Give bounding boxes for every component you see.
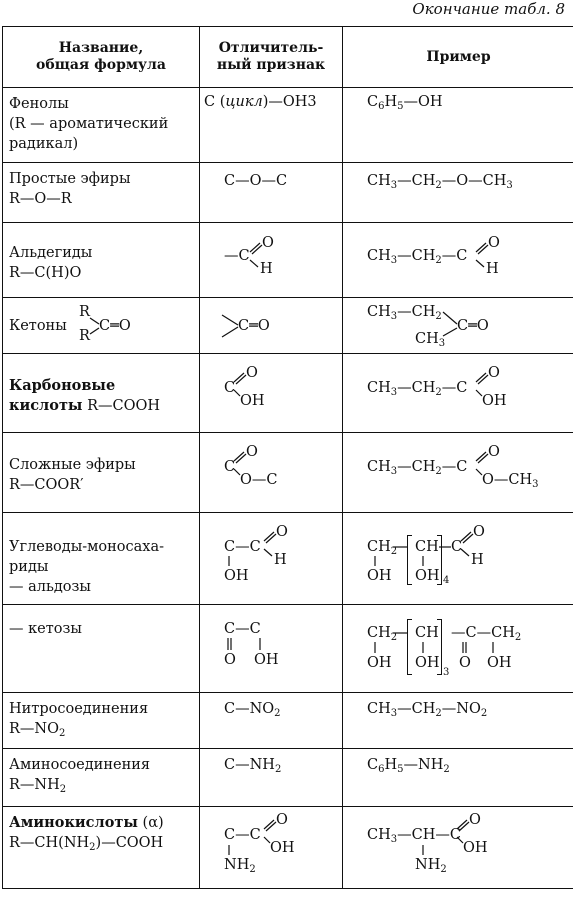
esters-formula: R—COOR′ <box>9 477 84 493</box>
ketoses-name <box>3 605 200 693</box>
amino-title: Аминосоединения <box>9 757 151 773</box>
acids-title2: кислоты R—COOH <box>9 397 161 414</box>
row-aminoacids <box>3 807 573 889</box>
aminoacids-formula: $R—CH(NH_2)—COOH$ <box>9 835 164 853</box>
aldehydes-example: $CH_3—CH_2—C$ O H <box>343 223 573 298</box>
ketones-sign: C═O <box>200 298 343 354</box>
ketoses-sign: C—C O OH <box>200 605 343 693</box>
nitro-formula: $R—NO_2$ <box>9 721 66 739</box>
row-aldehydes <box>3 223 573 298</box>
row-ethers <box>3 163 573 223</box>
header-sign: Отличитель- ный признак <box>200 27 343 88</box>
ethers-title: Простые эфиры <box>9 171 131 187</box>
row-ketones <box>3 298 573 354</box>
amino-example: $C_6H_5—NH_2$ <box>343 749 573 807</box>
row-acids <box>3 354 573 433</box>
ethers-example: $CH_3—CH_2—O—CH_3$ <box>343 163 573 223</box>
row-aldoses <box>3 513 573 605</box>
phenols-example: $C_6H_5—OH$ <box>343 88 573 163</box>
phenols-desc2: радикал) <box>9 136 79 152</box>
aldehydes-title: Альдегиды <box>9 245 93 261</box>
phenols-sign: C (цикл)—OH3 <box>200 88 343 163</box>
row-ketoses <box>3 605 573 693</box>
nitro-example: $CH_3—CH_2—NO_2$ <box>343 693 573 749</box>
amino-sign: $C—NH_2$ <box>200 749 343 807</box>
phenols-name <box>3 88 200 163</box>
ethers-sign-text: C—O—C <box>224 173 288 189</box>
acids-name <box>3 354 200 433</box>
phenols-desc: (R — ароматический <box>9 116 169 132</box>
row-phenols <box>3 88 573 163</box>
table-caption: Окончание табл. 8 <box>412 0 565 18</box>
esters-example: $CH_3—CH_2—C$ O $O—CH_3$ <box>343 433 573 513</box>
header-row <box>3 27 573 88</box>
nitro-sign: $C—NO_2$ <box>200 693 343 749</box>
esters-name <box>3 433 200 513</box>
esters-sign: C O O—C <box>200 433 343 513</box>
phenols-title: Фенолы <box>9 96 69 112</box>
aminoacids-sign: C—C O OH $NH_2$ <box>200 807 343 889</box>
acids-title: Карбоновые <box>9 377 116 394</box>
row-esters <box>3 433 573 513</box>
header-example: Пример <box>343 27 573 88</box>
ketoses-example: $CH_2$ CH $—C—CH_2$ 3 OH OH O OH <box>343 605 573 693</box>
aminoacids-title: Аминокислоты (α) <box>9 814 164 831</box>
nitro-name <box>3 693 200 749</box>
functional-groups-table <box>2 26 573 889</box>
ketones-name: Кетоны R R C═O <box>3 298 200 354</box>
amino-name <box>3 749 200 807</box>
aldoses-example: $CH_2$ CH C 4 O H OH OH <box>343 513 573 605</box>
amino-formula: $R—NH_2$ <box>9 777 67 795</box>
esters-title: Сложные эфиры <box>9 457 136 473</box>
aldehydes-name <box>3 223 200 298</box>
header-name: Название, общая формула <box>3 27 200 88</box>
aminoacids-example: $CH_3—CH—C$ O OH $NH_2$ <box>343 807 573 889</box>
ketoses-title: — кетозы <box>9 621 82 637</box>
ethers-sign <box>200 163 343 223</box>
ketones-example: $CH_3—CH_2$ $CH_3$ C═O <box>343 298 573 354</box>
row-amino <box>3 749 573 807</box>
aldoses-sign: C—C O H OH <box>200 513 343 605</box>
acids-sign: C O OH <box>200 354 343 433</box>
ethers-formula: R—O—R <box>9 191 72 207</box>
aminoacids-name <box>3 807 200 889</box>
acids-example: $CH_3—CH_2—C$ O OH <box>343 354 573 433</box>
aldoses-title3: — альдозы <box>9 579 91 595</box>
aldoses-title2: риды <box>9 559 49 575</box>
ketones-title: Кетоны <box>9 318 67 334</box>
nitro-title: Нитросоединения <box>9 701 149 717</box>
ethers-name <box>3 163 200 223</box>
row-nitro <box>3 693 573 749</box>
aldoses-name <box>3 513 200 605</box>
aldehydes-sign: —C O H <box>200 223 343 298</box>
aldehydes-formula: R—C(H)O <box>9 265 82 281</box>
aldoses-title: Углеводы-моносаха- <box>9 539 165 555</box>
